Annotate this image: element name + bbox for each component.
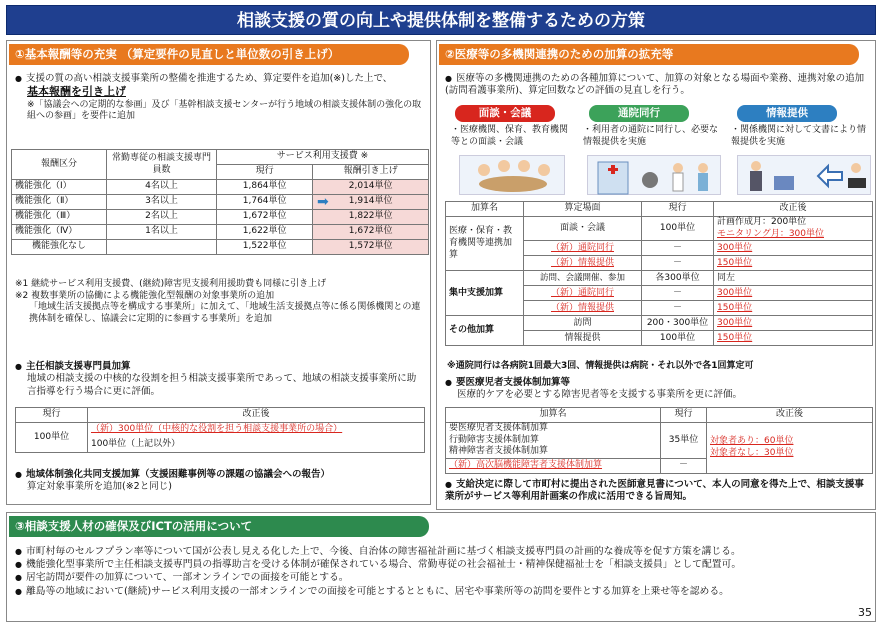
cell-current: 各300単位 <box>642 271 714 286</box>
cell-staff <box>107 240 217 255</box>
shunin-title: ● 主任相談支援専門員加算 <box>15 361 425 373</box>
cell-current: 1,522単位 <box>217 240 313 255</box>
cell-current: － <box>642 286 714 301</box>
cell-current: 100単位 <box>642 217 714 241</box>
cell-g1-name: 医療・保育・教育機関等連携加算 <box>446 217 524 271</box>
chiiki-block <box>15 469 425 494</box>
cell-raise: 1,914単位 <box>313 195 429 210</box>
table-row <box>12 240 429 255</box>
table-row <box>12 210 429 225</box>
cell-after <box>707 423 873 474</box>
cell-names <box>446 423 661 459</box>
renkei-table <box>445 201 873 346</box>
cell-current: 1,622単位 <box>217 225 313 240</box>
iryo-block <box>445 377 873 402</box>
list-item: ● 居宅訪問が要件の加算について、一部オンラインでの面接を可能とする。 <box>15 571 867 584</box>
section-medical-cooperation <box>436 40 876 510</box>
cell-scene: 訪問 <box>524 316 642 331</box>
cell-after: 300単位 <box>714 286 873 301</box>
cell-after-old: 100単位（上記以外） <box>88 438 425 453</box>
page-number: 35 <box>858 605 872 619</box>
iryo-table <box>445 407 873 474</box>
cell-kubun: 機能強化（Ⅱ） <box>12 195 107 210</box>
card-desc-meeting: ・医療機関、保育、教育機関等との面談・会議 <box>451 125 569 147</box>
section2-heading: ②医療等の多機関連携のための加算の拡充等 <box>439 44 859 65</box>
closing-block <box>445 479 873 504</box>
addition-name: 行動障害支援体制加算 <box>449 434 540 445</box>
th-current: 現行 <box>217 165 313 180</box>
cell-scene: （新）通院同行 <box>524 241 642 256</box>
cell-current: － <box>642 301 714 316</box>
cell-scene: （新）情報提供 <box>524 256 642 271</box>
cell-new-current: － <box>661 459 707 474</box>
cell-kubun: 機能強化（Ⅲ） <box>12 210 107 225</box>
list-item: ● 市町村毎のセルフプラン率等について国が公表し見える化した上で、今後、自治体の障害福祉計画に基づく相談支援専門員の計画的な養成等を促す方策を講じる。 <box>15 545 867 558</box>
shunin-table <box>15 407 425 453</box>
th-current: 現行 <box>16 408 88 423</box>
after-line1: 計画作成月：200単位 <box>717 217 807 227</box>
cell-staff: 3名以上 <box>107 195 217 210</box>
cell-scene: （新）情報提供 <box>524 301 642 316</box>
table-row <box>12 180 429 195</box>
th-raise: 報酬引き上げ <box>313 165 429 180</box>
table-note: ※通院同行は各病院1回最大3回、情報提供は病院・それ以外で各1回算定可 <box>447 361 754 371</box>
intro-text: ● 医療等の多機関連携のための各種加算について、加算の対象となる場面や業務、連携対象の追加(訪問看護事業所)、算定回数などの評価の見直しを行う。 <box>445 73 873 98</box>
cell-staff: 2名以上 <box>107 210 217 225</box>
note2-detail: 「地域生活支援拠点等を構成する事業所」に加えて、「地域生活支援拠点等に係る関係機関との連携体制を確保し、協議会に定期的に参画する事業所」を追加 <box>29 302 421 325</box>
arrow-right-icon: ➡ <box>317 194 329 210</box>
cell-kubun: 機能強化（Ⅳ） <box>12 225 107 240</box>
cell-staff: 4名以上 <box>107 180 217 195</box>
th-name: 加算名 <box>446 408 661 423</box>
cell-staff: 1名以上 <box>107 225 217 240</box>
cell-current: 1,864単位 <box>217 180 313 195</box>
cell-raise: 1,672単位 <box>313 225 429 240</box>
cell-g2-name: 集中支援加算 <box>446 271 524 316</box>
cell-after-new: （新）300単位（中核的な役割を担う相談支援事業所の場合） <box>88 423 425 438</box>
cell-after: 同左 <box>714 271 873 286</box>
intro-bold: 基本報酬を引き上げ <box>27 85 126 99</box>
note1: ※1 継続サービス利用支援費、(継続)障害児支援利用援助費も同様に引き上げ <box>15 279 327 289</box>
section-human-resources <box>6 512 876 622</box>
shunin-block <box>15 361 425 398</box>
section1-intro <box>15 73 425 123</box>
iryo-desc: 医療的ケアを必要とする障害児者等を支援する事業所を更に評価。 <box>457 389 743 401</box>
addition-name: 精神障害者支援体制加算 <box>449 446 549 457</box>
table-row <box>12 195 429 210</box>
section1-heading: ①基本報酬等の充実 （算定要件の見直しと単位数の引き上げ） <box>9 44 409 65</box>
cell-current: － <box>642 241 714 256</box>
cell-scene: （新）通院同行 <box>524 286 642 301</box>
cell-current: － <box>642 256 714 271</box>
th-current: 現行 <box>661 408 707 423</box>
note2: ※2 複数事業所の協働による機能強化型報酬の対象事業所の追加 <box>15 290 275 301</box>
th-after: 改正後 <box>707 408 873 423</box>
info-illustration-icon <box>737 155 871 195</box>
cell-current: 100単位 <box>16 423 88 453</box>
cell-after: 150単位 <box>714 301 873 316</box>
list-item: ● 離島等の地域において(継続)サービス利用支援の一部オンラインでの面接を可能とするとともに、居宅や事業所等の訪問を要件とする加算を上乗せ等を認める。 <box>15 585 867 598</box>
card-desc-accompany: ・利用者の通院に同行し、必要な情報提供を実施 <box>583 125 719 147</box>
chiiki-desc: 算定対象事業所を追加(※2と同じ) <box>27 481 172 493</box>
addition-name: 要医療児者支援体制加算 <box>449 423 549 433</box>
cell-after: 150単位 <box>714 331 873 346</box>
chiiki-title: ● 地域体制強化共同支援加算（支援困難事例等の課題の協議会への報告） <box>15 469 425 481</box>
cell-after: 150単位 <box>714 256 873 271</box>
cell-raise: 1,572単位 <box>313 240 429 255</box>
th-fee: サービス利用支援費 ※ <box>217 150 429 165</box>
section3-list <box>15 545 867 598</box>
cell-raise: 1,822単位 <box>313 210 429 225</box>
table-row <box>12 225 429 240</box>
th-staff: 常勤専従の相談支援専門員数 <box>107 150 217 180</box>
cell-raise: 2,014単位 <box>313 180 429 195</box>
th-after: 改正後 <box>88 408 425 423</box>
th-name: 加算名 <box>446 202 524 217</box>
intro-note: ※「協議会への定期的な参画」及び「基幹相談支援センターが行う地域の相談支援体制の強化の取組への参画」を要件に追加 <box>27 99 422 122</box>
intro-line1: ● 支援の質の高い相談支援事業所の整備を推進するため、算定要件を追加(※)した上で、 <box>15 73 425 85</box>
cell-scene: 情報提供 <box>524 331 642 346</box>
shunin-desc: 地域の相談支援の中核的な役割を担う相談支援事業所であって、地域の相談支援事業所に助言指導を行う場合に更に評価。 <box>27 373 417 397</box>
card-label-meeting: 面談・会議 <box>455 105 555 122</box>
cell-current: 1,764単位 <box>217 195 313 210</box>
iryo-title: ● 要医療児者支援体制加算等 <box>445 377 873 389</box>
after-line2: モニタリング月：300単位 <box>717 228 824 239</box>
hospital-illustration-icon <box>587 155 721 195</box>
cell-current: 1,672単位 <box>217 210 313 225</box>
after-line2: 対象者なし：30単位 <box>710 448 794 459</box>
cell-after: 300単位 <box>714 241 873 256</box>
section2-intro <box>445 73 873 98</box>
cell-current: 200・300単位 <box>642 316 714 331</box>
card-desc-info: ・関係機関に対して文書により情報提供を実施 <box>731 125 867 147</box>
th-current: 現行 <box>642 202 714 217</box>
cell-scene: 訪問、会議開催、参加 <box>524 271 642 286</box>
page-title: 相談支援の質の向上や提供体制を整備するための方策 <box>6 5 876 35</box>
section1-notes <box>15 279 425 326</box>
cell-kubun: 機能強化（Ⅰ） <box>12 180 107 195</box>
cell-new-name: （新）高次脳機能障害者支援体制加算 <box>446 459 661 474</box>
cell-current: 35単位 <box>661 423 707 459</box>
cell-after <box>714 217 873 241</box>
cell-scene: 面談・会議 <box>524 217 642 241</box>
th-kubun: 報酬区分 <box>12 150 107 180</box>
cell-after: 300単位 <box>714 316 873 331</box>
after-line1: 対象者あり：60単位 <box>710 436 794 447</box>
closing-text: ● 支給決定に際して市町村に提出された医師意見書について、本人の同意を得た上で、相談支援事業所がサービス等利用計画案の作成に活用できる旨周知。 <box>445 479 873 504</box>
cell-current: 100単位 <box>642 331 714 346</box>
meeting-illustration-icon <box>459 155 565 195</box>
card-label-info: 情報提供 <box>737 105 837 122</box>
list-item: ● 機能強化型事業所で主任相談支援専門員の指導助言を受ける体制が確保されている場合、常勤専従の社会福祉士・精神保健福祉士を「相談支援員」として配置可。 <box>15 558 867 571</box>
card-label-accompany: 通院同行 <box>589 105 689 122</box>
th-after: 改正後 <box>714 202 873 217</box>
th-scene: 算定場面 <box>524 202 642 217</box>
section3-heading: ③相談支援人材の確保及びICTの活用について <box>9 516 429 537</box>
fee-table <box>11 149 429 255</box>
cell-kubun: 機能強化なし <box>12 240 107 255</box>
section-basic-fee <box>6 40 431 505</box>
cell-g3-name: その他加算 <box>446 316 524 346</box>
